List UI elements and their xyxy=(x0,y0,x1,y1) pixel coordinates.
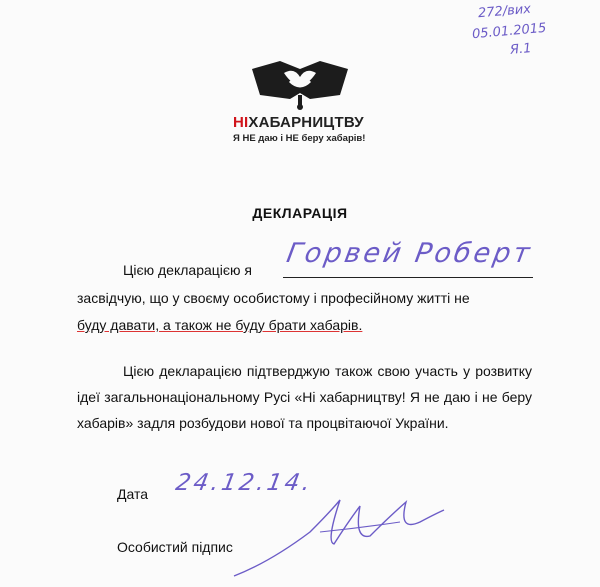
stamp-reg-date: 05.01.2015 xyxy=(471,20,547,43)
signature-label: Особистий підпис xyxy=(117,539,233,555)
brand-slogan: Я НЕ даю і НЕ беру хабарів! xyxy=(233,133,366,144)
brand-rest: ХАБАРНИЦТВУ xyxy=(248,114,364,131)
date-value: 24.12.14. xyxy=(173,470,316,496)
declaration-paragraph-2 xyxy=(77,358,532,436)
declaration-line-2: засвідчую, що у своєму особистому і професійному житті не xyxy=(77,290,470,306)
declaration-line-1: Цією декларацією я xyxy=(123,262,253,278)
brand-name xyxy=(233,114,364,131)
date-label: Дата xyxy=(117,486,149,502)
brand-prefix: НІ xyxy=(233,114,249,131)
name-underline xyxy=(283,277,533,278)
handshake-logo-icon xyxy=(250,55,350,116)
document-title: ДЕКЛАРАЦІЯ xyxy=(252,205,348,221)
declaration-line-3: буду давати, а також не буду брати хабарів. xyxy=(77,317,363,333)
paragraph-2-text: Цією декларацією підтверджую також свою участь у розвитку ідеї загальнонаціональному Русі «Ні хабарництву! Я не даю і не беру хабарів» задля розбудови нової та процвітаючої України. xyxy=(77,363,532,431)
signer-name: Горвей Роберт xyxy=(284,238,536,269)
stamp-reg-number: 272/вих xyxy=(477,1,532,22)
handwritten-signature-icon xyxy=(230,492,450,587)
stamp-initials: Я.1 xyxy=(509,41,533,58)
